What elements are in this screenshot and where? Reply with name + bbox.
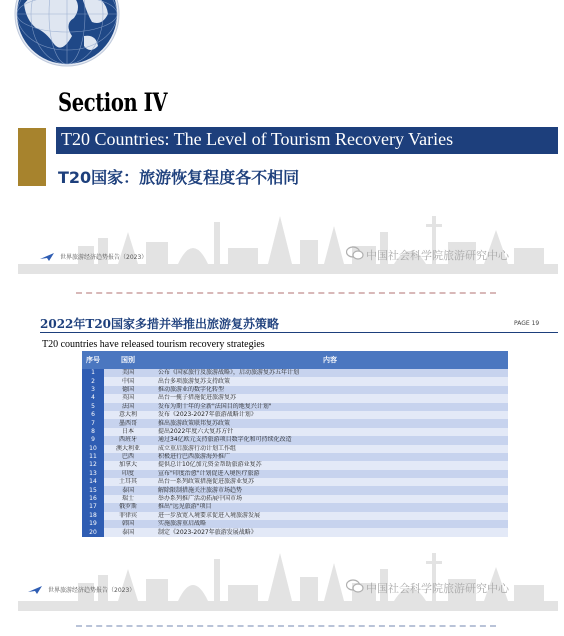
skyline-decoration bbox=[18, 202, 558, 274]
row-country: 澳大利亚 bbox=[104, 445, 152, 453]
row-country: 美国 bbox=[104, 369, 152, 377]
row-content: 提出2022年度六大复苏方针 bbox=[152, 428, 508, 436]
row-country: 加拿大 bbox=[104, 461, 152, 469]
table-row bbox=[82, 403, 508, 411]
divider bbox=[76, 292, 496, 294]
row-country: 中国 bbox=[104, 377, 152, 385]
slide2-subtitle: T20 countries have released tourism recovery strategies bbox=[42, 339, 265, 350]
table-row bbox=[82, 377, 508, 385]
row-content: 通过34亿欧元支持旅游项目数字化和可持续化改造 bbox=[152, 436, 508, 444]
row-content: 推动旅游业的数字化转型 bbox=[152, 386, 508, 394]
table-row bbox=[82, 461, 508, 469]
title-rule bbox=[40, 332, 558, 333]
row-index: 14 bbox=[82, 478, 104, 486]
row-content: 实施旅游重启战略 bbox=[152, 520, 508, 528]
row-content: 成立重启旅游行动计划工作组 bbox=[152, 445, 508, 453]
row-content: 提供总计10亿加元资金帮助旅游业复苏 bbox=[152, 461, 508, 469]
row-index: 8 bbox=[82, 428, 104, 436]
plane-icon bbox=[40, 253, 54, 261]
report-name: 世界旅游经济趋势报告（2023） bbox=[48, 587, 136, 594]
wechat-icon bbox=[346, 579, 364, 593]
row-index: 17 bbox=[82, 503, 104, 511]
row-index: 6 bbox=[82, 411, 104, 419]
row-content: 推出"远见旅游"项目 bbox=[152, 503, 508, 511]
row-content: 出台一系列政策措施促进旅游业复苏 bbox=[152, 478, 508, 486]
accent-bar bbox=[18, 128, 46, 186]
row-country: 韩国 bbox=[104, 520, 152, 528]
table-row bbox=[82, 453, 508, 461]
row-index: 12 bbox=[82, 461, 104, 469]
table-row bbox=[82, 486, 508, 494]
row-content: 出台多项旅游复苏支持政策 bbox=[152, 377, 508, 385]
watermark-text: 中国社会科学院旅游研究中心 bbox=[366, 582, 509, 595]
row-content: 发布《2023-2027年旅游战略计划》 bbox=[152, 411, 508, 419]
header-country: 国别 bbox=[104, 351, 152, 369]
row-content: 公布《国家旅行及旅游战略》，启动旅游复苏五年计划 bbox=[152, 369, 508, 377]
row-country: 泰国 bbox=[104, 528, 152, 536]
slide-title-zh: T20国家：旅游恢复程度各不相同 bbox=[58, 168, 300, 187]
table-row bbox=[82, 478, 508, 486]
row-content: 制定《2023-2027年旅游发展战略》 bbox=[152, 528, 508, 536]
header-index: 序号 bbox=[82, 351, 104, 369]
globe-logo-icon bbox=[14, 0, 120, 68]
table-row bbox=[82, 470, 508, 478]
skyline-decoration bbox=[18, 539, 558, 611]
wechat-icon bbox=[346, 246, 364, 260]
row-content: 进一步放宽入境要求促进入境旅游发展 bbox=[152, 512, 508, 520]
row-country: 土耳其 bbox=[104, 478, 152, 486]
table-row bbox=[82, 428, 508, 436]
header-content: 内容 bbox=[152, 351, 508, 369]
row-content: 举办系列推广活动拓展中国市场 bbox=[152, 495, 508, 503]
row-content: 出台一揽子措施促进旅游复苏 bbox=[152, 394, 508, 402]
table-row bbox=[82, 369, 508, 377]
row-index: 9 bbox=[82, 436, 104, 444]
table-row bbox=[82, 436, 508, 444]
slide-title-en: T20 Countries: The Level of Tourism Recovery Varies bbox=[61, 129, 454, 149]
row-content: 推出旅游政策联邦复苏政策 bbox=[152, 419, 508, 427]
table-row bbox=[82, 411, 508, 419]
row-index: 16 bbox=[82, 495, 104, 503]
row-index: 10 bbox=[82, 445, 104, 453]
table-row bbox=[82, 520, 508, 528]
row-index: 18 bbox=[82, 512, 104, 520]
row-index: 1 bbox=[82, 369, 104, 377]
divider bbox=[76, 625, 496, 627]
row-index: 3 bbox=[82, 386, 104, 394]
row-country: 印度 bbox=[104, 470, 152, 478]
row-index: 13 bbox=[82, 470, 104, 478]
row-country: 泰国 bbox=[104, 486, 152, 494]
row-country: 德国 bbox=[104, 386, 152, 394]
row-country: 日本 bbox=[104, 428, 152, 436]
strategy-table bbox=[82, 351, 508, 537]
table-row bbox=[82, 495, 508, 503]
row-country: 西班牙 bbox=[104, 436, 152, 444]
row-index: 5 bbox=[82, 403, 104, 411]
row-index: 7 bbox=[82, 419, 104, 427]
row-index: 2 bbox=[82, 377, 104, 385]
table-row bbox=[82, 503, 508, 511]
page-number: PAGE 19 bbox=[514, 320, 540, 327]
table-header-row bbox=[82, 351, 508, 369]
row-index: 20 bbox=[82, 528, 104, 536]
table-row bbox=[82, 419, 508, 427]
row-country: 墨西哥 bbox=[104, 419, 152, 427]
section-label: Section IV bbox=[58, 88, 168, 117]
row-country: 英国 bbox=[104, 394, 152, 402]
row-index: 19 bbox=[82, 520, 104, 528]
watermark-text: 中国社会科学院旅游研究中心 bbox=[366, 249, 509, 262]
row-country: 法国 bbox=[104, 403, 152, 411]
row-country: 巴西 bbox=[104, 453, 152, 461]
report-name: 世界旅游经济趋势报告（2023） bbox=[60, 254, 148, 261]
row-content: 宣布"印度治愈"计划促进入境医疗旅游 bbox=[152, 470, 508, 478]
row-content: 发布为期十年的全新"法国目的地复兴计划" bbox=[152, 403, 508, 411]
plane-icon bbox=[28, 586, 42, 594]
table-row bbox=[82, 394, 508, 402]
row-index: 4 bbox=[82, 394, 104, 402]
row-country: 俄罗斯 bbox=[104, 503, 152, 511]
row-content: 积极进行巴西旅游海外推广 bbox=[152, 453, 508, 461]
table-row bbox=[82, 445, 508, 453]
row-index: 11 bbox=[82, 453, 104, 461]
slide2-title: 2022年T20国家多措并举推出旅游复苏策略 bbox=[40, 317, 280, 331]
table-row bbox=[82, 386, 508, 394]
row-index: 15 bbox=[82, 486, 104, 494]
row-country: 瑞士 bbox=[104, 495, 152, 503]
row-content: 解除限制措施关注旅游市场趋势 bbox=[152, 486, 508, 494]
row-country: 菲律宾 bbox=[104, 512, 152, 520]
table-row bbox=[82, 528, 508, 536]
row-country: 意大利 bbox=[104, 411, 152, 419]
table-row bbox=[82, 512, 508, 520]
